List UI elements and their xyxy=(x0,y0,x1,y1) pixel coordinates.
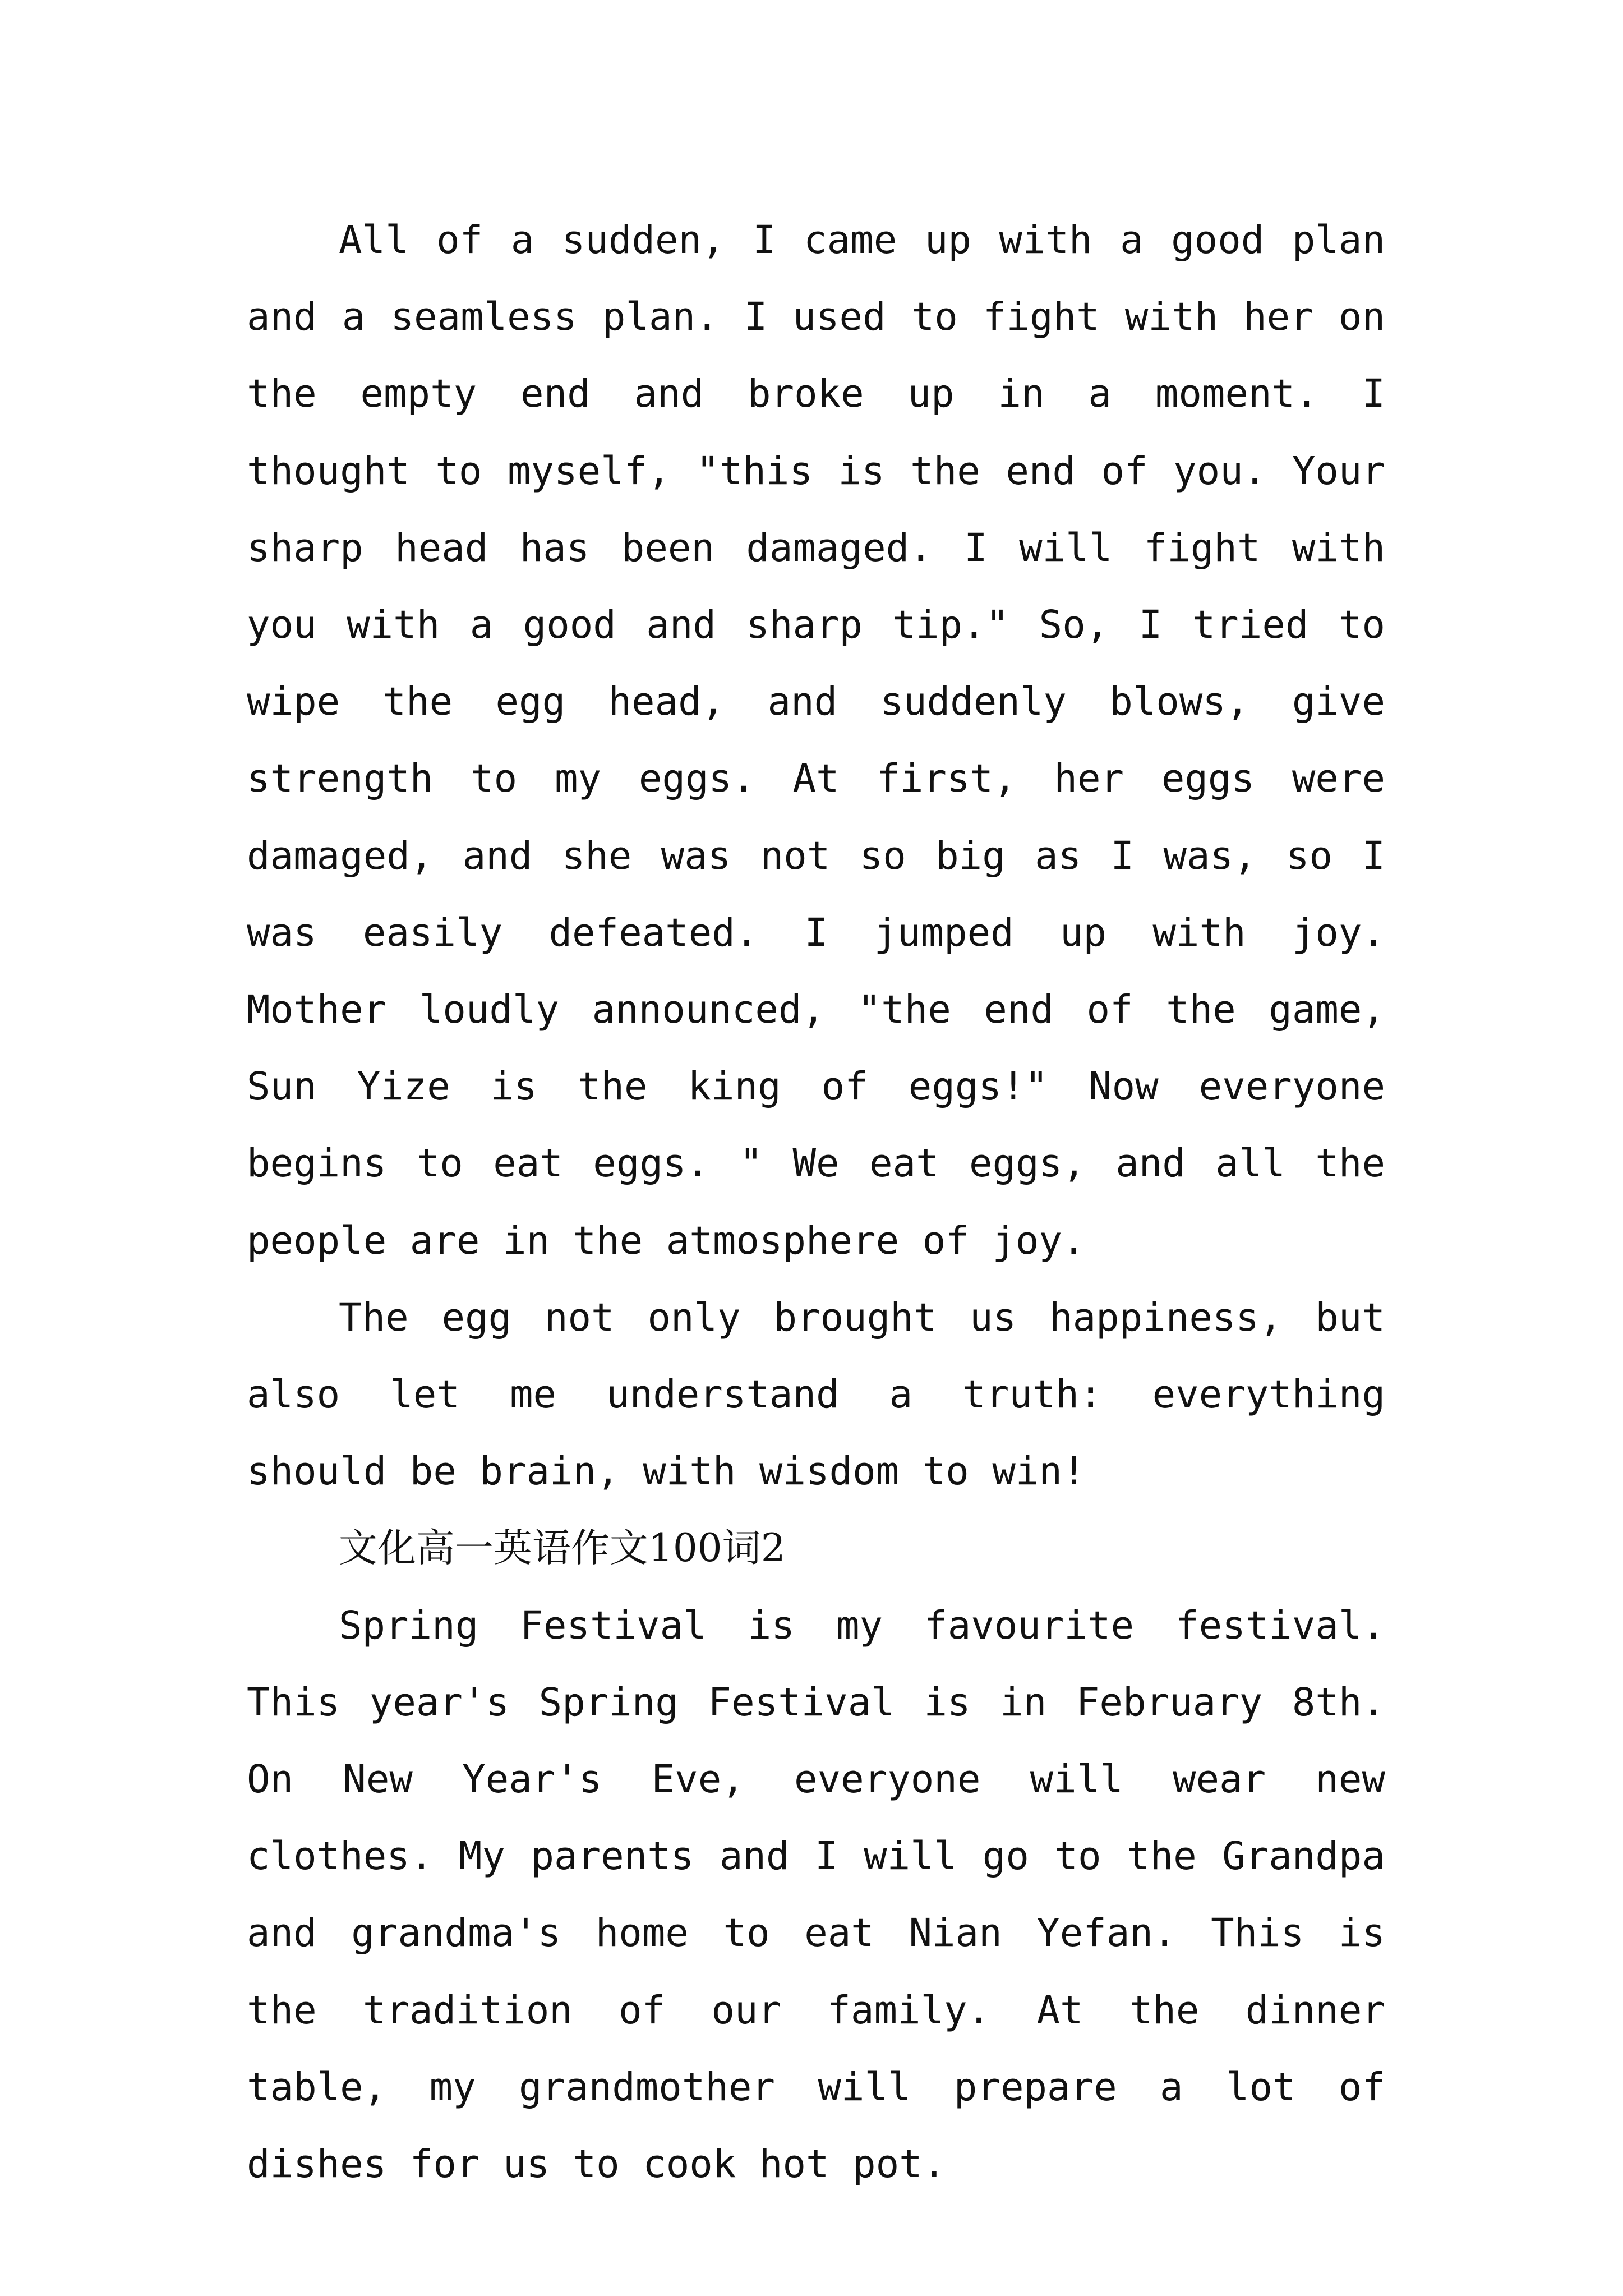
section-heading: 文化高一英语作文100词2 xyxy=(339,1526,786,1571)
paragraph-spring-festival: Spring Festival is my favourite festival. This year's Spring Festival is in February 8th. On New Year's Eve, everyone will wear new clothes. My parents and I will go to the Grandpa and grandma's home to eat Nian Yefan. This is the tradition of our family. At the dinner table, my grandmother will prepare a lot of dishes for us to cook hot pot. xyxy=(247,1603,1385,2187)
paragraph-egg-lesson: The egg not only brought us happiness, but also let me understand a truth: everything should be brain, with wisdom to win! xyxy=(247,1295,1385,1494)
document-body xyxy=(247,202,1385,2203)
paragraph-egg-fight: All of a sudden, I came up with a good plan and a seamless plan. I used to fight with her on the empty end and broke up in a moment. I thought to myself, "this is the end of you. Your sharp head has been damaged. I will fight with you with a good and sharp tip." So, I tried to wipe the egg head, and suddenly blows, give strength to my eggs. At first, her eggs were damaged, and she was not so big as I was, so I was easily defeated. I jumped up with joy. Mother loudly announced, "the end of the game, Sun Yize is the king of eggs!" Now everyone begins to eat eggs. " We eat eggs, and all the people are in the atmosphere of joy. xyxy=(247,218,1385,1263)
